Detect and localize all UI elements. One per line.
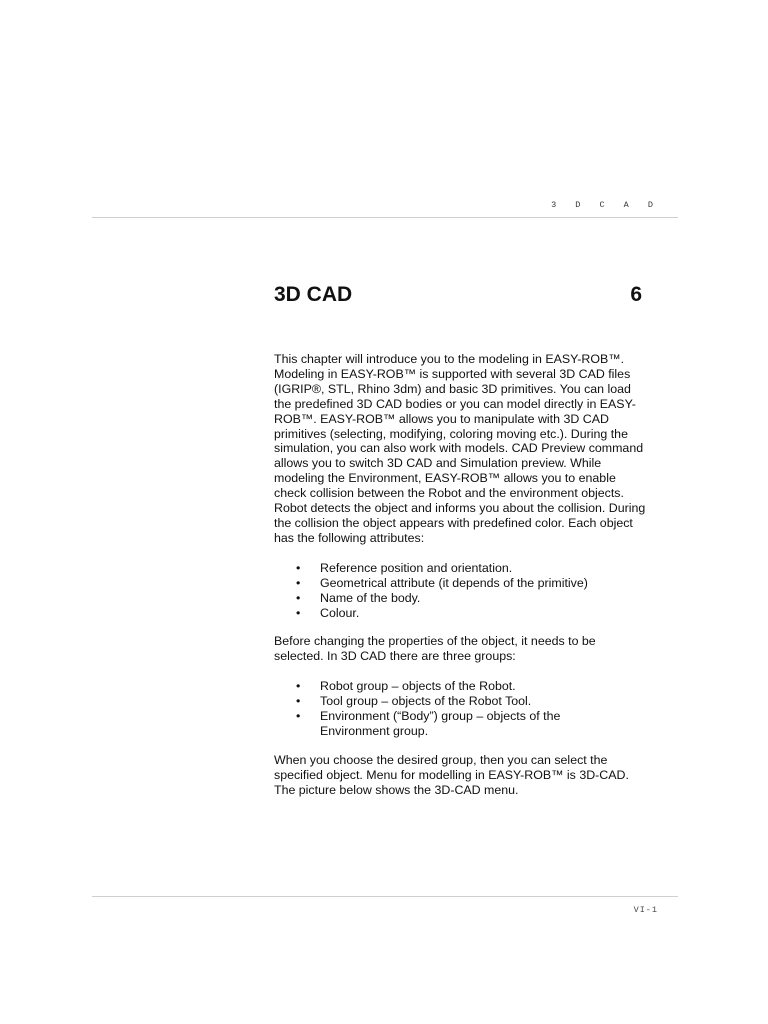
bullet-icon: •: [296, 605, 301, 620]
list-item: • Robot group – objects of the Robot.: [296, 679, 516, 694]
list-item: • Reference position and orientation.: [296, 560, 513, 575]
closing-paragraph: When you choose the desired group, then you can select the specified object. Menu for modelling in EASY-ROB™ is 3D-CAD. The picture below shows the 3D-CAD menu.: [274, 752, 629, 797]
chapter-number: 6: [630, 283, 642, 306]
list-item: • Environment (“Body”) group – objects of the Environment group.: [296, 709, 561, 738]
intro-paragraph: This chapter will introduce you to the modeling in EASY-ROB™. Modeling in EASY-ROB™ is supported with several 3D CAD files (IGRIP®, STL, Rhino 3dm) and basic 3D primitives. You can load the predefined 3D CAD bodies or you can model directly in EASY-ROB™. EASY-ROB™ allows you to manipulate with 3D CAD primitives (selecting, modifying, coloring moving etc.). During the simulation, you can also work with models. CAD Preview command allows you to switch 3D CAD and Simulation preview. While modeling the Environment, EASY-ROB™ allows you to enable check collision between the Robot and the environment objects. Robot detects the object and informs you about the collision. During the collision the object appears with predefined color. Each object has the following attributes:: [274, 352, 646, 545]
bullet-icon: •: [296, 590, 301, 605]
bullet-icon: •: [296, 709, 301, 724]
header-divider: [92, 217, 678, 218]
bullet-icon: •: [296, 694, 301, 709]
bullet-icon: •: [296, 575, 301, 590]
list-item: • Geometrical attribute (it depends of the primitive): [296, 575, 588, 590]
chapter-body: [274, 352, 646, 798]
list-item: • Colour.: [296, 605, 360, 620]
attributes-list: [274, 561, 646, 621]
list-item: • Tool group – objects of the Robot Tool.: [296, 694, 532, 709]
footer-divider: [92, 896, 678, 897]
groups-list: [274, 679, 646, 739]
page-number: VI-1: [633, 905, 658, 915]
bullet-icon: •: [296, 560, 301, 575]
groups-intro-paragraph: Before changing the properties of the object, it needs to be selected. In 3D CAD there are three groups:: [274, 634, 596, 664]
running-header: 3 D C A D: [551, 200, 660, 210]
chapter-title: 3D CAD: [274, 283, 353, 306]
bullet-icon: •: [296, 679, 301, 694]
list-item: • Name of the body.: [296, 590, 421, 605]
chapter-heading: [274, 283, 642, 307]
